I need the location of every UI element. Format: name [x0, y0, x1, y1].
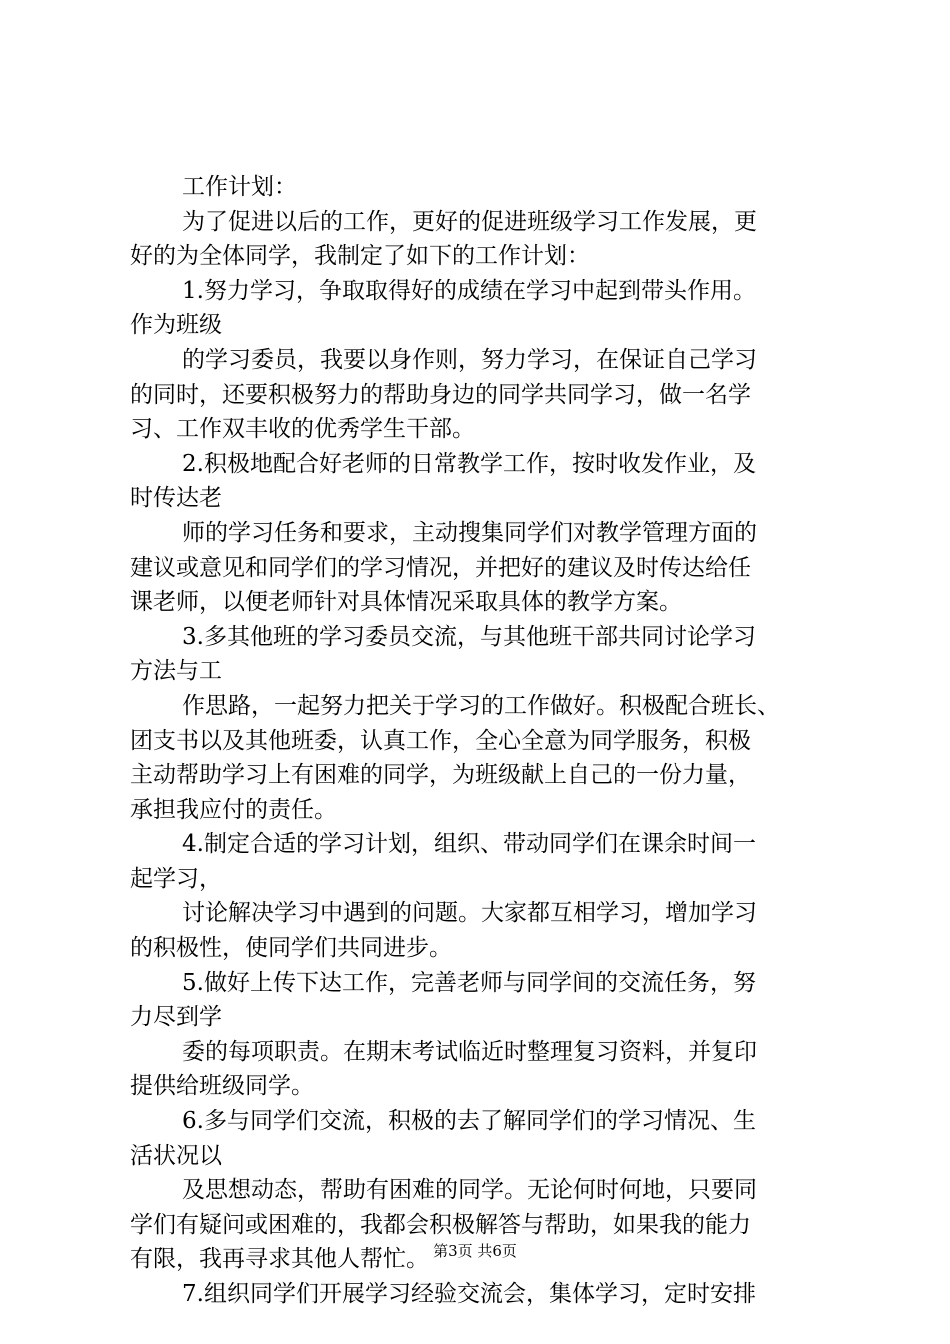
- text-line: 委的每项职责。在期末考试临近时整理复习资料，并复印: [182, 1038, 757, 1065]
- text-line: 师的学习任务和要求，主动搜集同学们对教学管理方面的: [182, 519, 757, 546]
- text-line: 课老师，以便老师针对具体情况采取具体的教学方案。: [130, 589, 682, 616]
- text-line: 主动帮助学习上有困难的同学，为班级献上自己的一份力量，: [130, 762, 751, 789]
- document-body: [130, 170, 835, 1312]
- text-line: 力尽到学: [130, 1004, 222, 1031]
- text-line: 工作计划：: [182, 174, 297, 200]
- text-line: 提供给班级同学。: [130, 1073, 314, 1100]
- text-line: 团支书以及其他班委，认真工作，全心全意为同学服务，积极: [130, 727, 751, 754]
- text-line: 6.多与同学们交流，积极的去了解同学们的学习情况、生: [182, 1108, 756, 1135]
- text-line: 习、工作双丰收的优秀学生干部。: [130, 416, 475, 443]
- text-line: 为了促进以后的工作，更好的促进班级学习工作发展，更: [182, 208, 757, 235]
- text-line: 起学习，: [130, 865, 222, 892]
- text-line: 承担我应付的责任。: [130, 796, 337, 823]
- text-line: 3.多其他班的学习委员交流，与其他班干部共同讨论学习: [182, 623, 756, 650]
- text-line: 的学习委员，我要以身作则，努力学习，在保证自己学习: [182, 346, 757, 373]
- text-line: 时传达老: [130, 485, 222, 512]
- text-line: 建议或意见和同学们的学习情况，并把好的建议及时传达给任: [130, 554, 751, 581]
- text-line: 作为班级: [130, 312, 222, 339]
- text-line: 作思路，一起努力把关于学习的工作做好。积极配合班长、: [182, 692, 780, 719]
- text-line: 1.努力学习，争取取得好的成绩在学习中起到带头作用。: [182, 277, 756, 304]
- text-line: 4.制定合适的学习计划，组织、带动同学们在课余时间一: [182, 831, 756, 858]
- text-line: 有限，我再寻求其他人帮忙。: [130, 1246, 429, 1273]
- text-line: 学们有疑问或困难的，我都会积极解答与帮助，如果我的能力: [130, 1211, 751, 1238]
- text-line: 7.组织同学们开展学习经验交流会，集体学习，定时安排: [182, 1281, 756, 1307]
- text-line: 5.做好上传下达工作，完善老师与同学间的交流任务，努: [182, 969, 756, 996]
- page-footer: 第3页 共6页: [433, 1242, 517, 1260]
- text-line: 好的为全体同学，我制定了如下的工作计划：: [130, 243, 590, 270]
- text-line: 2.积极地配合好老师的日常教学工作，按时收发作业，及: [182, 450, 756, 477]
- text-line: 及思想动态，帮助有困难的同学。无论何时何地，只要同: [182, 1177, 757, 1204]
- text-line: 讨论解决学习中遇到的问题。大家都互相学习，增加学习: [182, 900, 757, 927]
- text-line: 方法与工: [130, 658, 222, 685]
- text-line: 的同时，还要积极努力的帮助身边的同学共同学习，做一名学: [130, 381, 751, 408]
- text-line: 活状况以: [130, 1142, 222, 1169]
- text-line: 的积极性，使同学们共同进步。: [130, 935, 452, 962]
